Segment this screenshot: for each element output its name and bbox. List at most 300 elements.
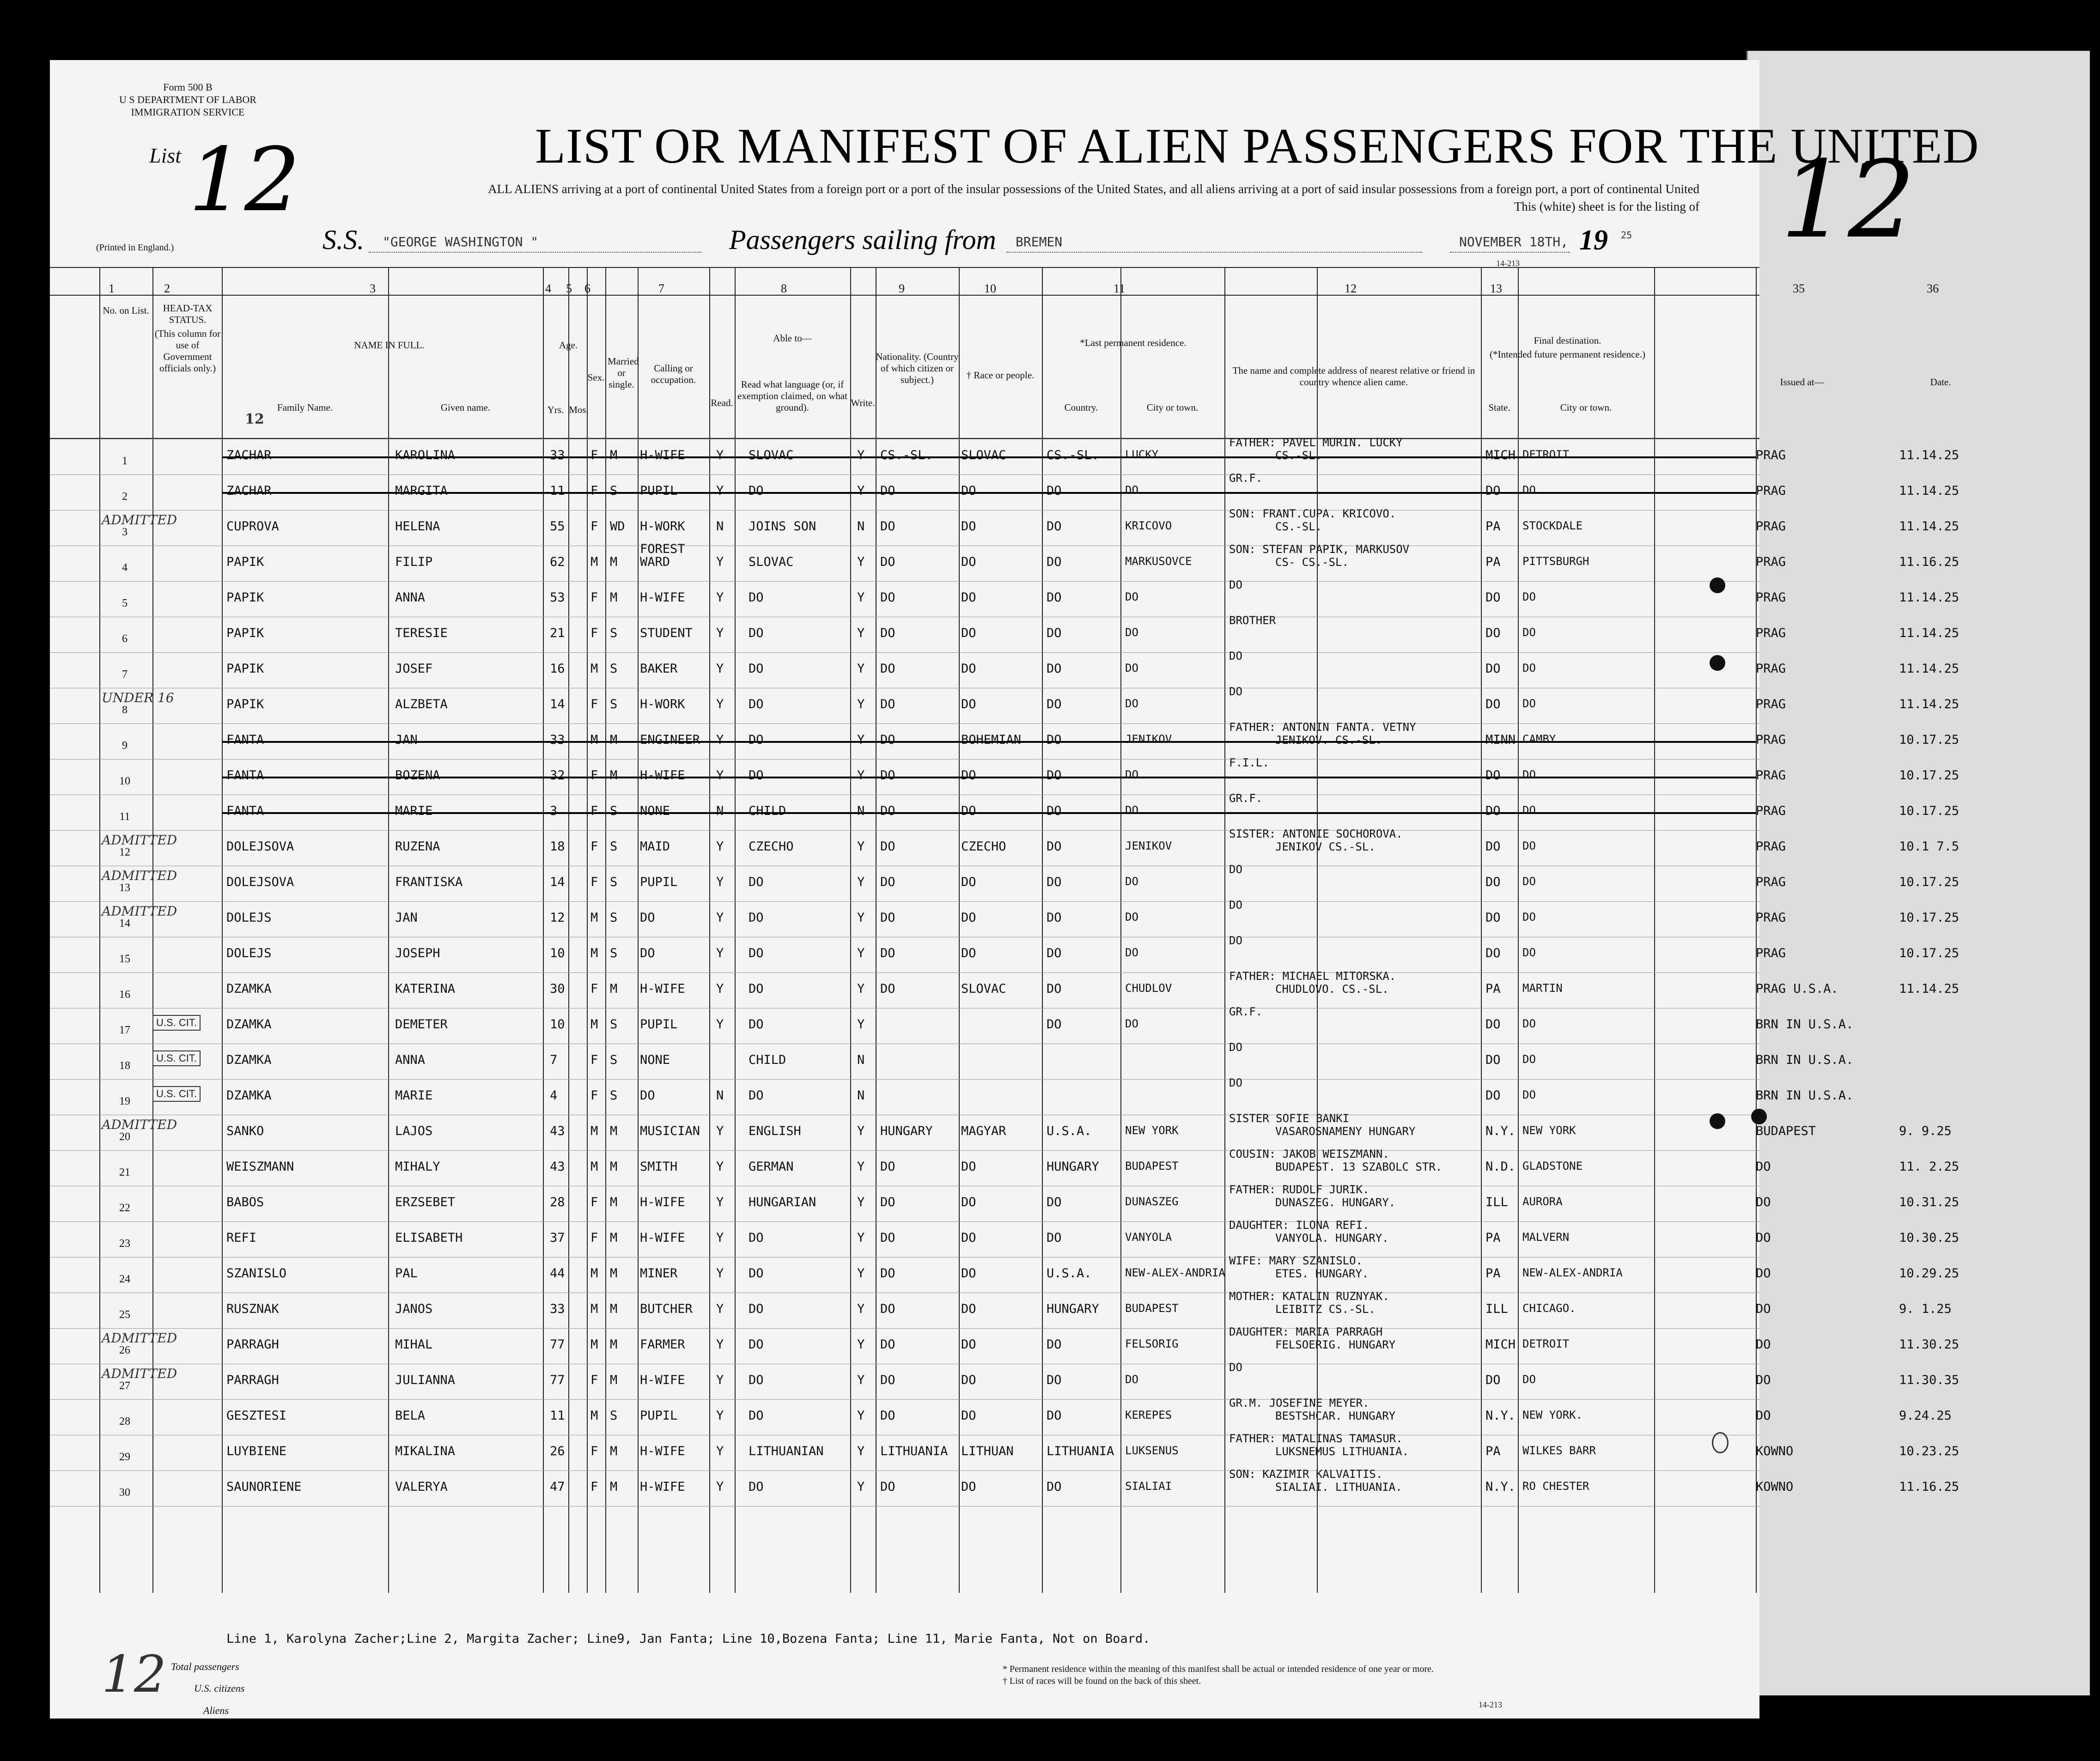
can-read: Y [716,626,724,640]
read-language: DO [749,946,764,960]
residence-country: U.S.A. [1047,1266,1092,1281]
sheet-mark: 12 [245,411,264,427]
row-number: 25 [119,1309,130,1321]
race: DO [961,911,976,925]
us-citizens-label: U.S. citizens [194,1682,245,1694]
marital-status: WD [610,519,625,534]
family-name: PAPIK [226,555,264,569]
form-code-top: 14-213 [1496,259,1520,268]
row-number: 6 [122,633,128,645]
destination-city: DO [1522,662,1536,674]
relative-line-1: GR.F. [1229,472,1263,485]
relative-line-1: DO [1229,578,1242,591]
visa-issued-at: PRAG [1756,590,1786,605]
column-rule [1120,267,1121,1593]
residence-country: LITHUANIA [1047,1444,1114,1458]
visa-issued-at: DO [1756,1337,1771,1352]
can-read: Y [716,982,724,996]
can-write: Y [857,1373,865,1387]
row-number: 10 [119,775,130,787]
sex: M [590,1302,598,1316]
given-name: KATERINA [395,982,456,996]
can-read: Y [716,1337,724,1352]
marital-status: S [610,875,618,889]
given-name: MARIE [395,804,433,818]
header-yrs: Yrs. [547,404,564,415]
family-name: SZANISLO [226,1266,287,1281]
visa-date: 10.23.25 [1899,1444,1960,1458]
row-number: 28 [119,1415,130,1427]
visa-date: 11.14.25 [1899,982,1960,996]
marital-status: S [610,626,618,640]
occupation: PUPIL [640,875,678,889]
residence-city: JENIKOV [1125,839,1172,852]
nationality: DO [880,697,895,711]
given-name: ANNA [395,1053,426,1067]
header-final-note: (*Intended future permanent residence.) [1489,349,1645,360]
race: DO [961,768,976,783]
destination-city: STOCKDALE [1522,519,1583,532]
column-rule [850,267,851,1593]
relative-line-2: JENIKOV CS.-SL. [1275,840,1376,853]
can-write: Y [857,946,865,960]
family-name: ZACHAR [226,448,272,462]
read-language: HUNGARIAN [749,1195,816,1209]
family-name: FANTA [226,733,264,747]
given-name: DEMETER [395,1017,448,1032]
column-rule [1224,267,1225,1593]
row-number: 3 [122,526,128,538]
age-years: 3 [550,804,558,818]
can-write: Y [857,555,865,569]
marital-status: S [610,1088,618,1103]
sex: M [590,1266,598,1281]
ship-name-underline [369,252,701,253]
page-subtitle [290,180,1699,215]
footer-note: Line 1, Karolyna Zacher;Line 2, Margita Zacher; Line9, Jan Fanta; Line 10,Bozena Fanta; Line 11, Marie Fanta, Not on Board. [226,1632,1150,1646]
destination-state: PA [1485,555,1501,569]
footnote-residence: * Permanent residence within the meaning of this manifest shall be actual or intended residence of one year or more. [1003,1664,1434,1674]
family-name: PAPIK [226,697,264,711]
destination-city: DETROIT [1522,448,1570,461]
can-read: Y [716,1409,724,1423]
can-write: Y [857,1480,865,1494]
head-tax-annotation: ADMITTED [102,1117,177,1132]
visa-issued-at: PRAG [1756,448,1786,462]
given-name: JOSEF [395,662,433,676]
row-number: 30 [119,1487,130,1499]
destination-city: MARTIN [1522,982,1563,995]
head-tax-annotation: ADMITTED [102,512,177,528]
column-number-4: 4 [545,282,551,295]
relative-line-2: LEIBITZ CS.-SL. [1275,1303,1376,1316]
relative-line-1: FATHER: MICHAEL MITORSKA. [1229,970,1396,983]
nationality: CS.-SL. [880,448,933,462]
visa-issued-at: PRAG [1756,662,1786,676]
marital-status: M [610,982,618,996]
marital-status: M [610,1195,618,1209]
read-language: SLOVAC [749,448,794,462]
destination-city: DO [1522,697,1536,710]
race: SLOVAC [961,448,1006,462]
column-number-13: 13 [1490,282,1502,295]
relative-line-1: F.I.L. [1229,756,1269,769]
marital-status: S [610,911,618,925]
read-language: DO [749,1231,764,1245]
destination-city: DO [1522,946,1536,959]
occupation: H-WIFE [640,982,685,996]
destination-state: DO [1485,590,1501,605]
column-rule [1518,267,1519,1593]
race: DO [961,1409,976,1423]
destination-state: PA [1485,519,1501,534]
family-name: BABOS [226,1195,264,1209]
residence-city: SIALIAI [1125,1480,1172,1493]
occupation: STUDENT [640,626,693,640]
visa-issued-at: KOWNO [1756,1444,1794,1458]
residence-city: DO [1125,484,1138,497]
given-name: JOSEPH [395,946,440,960]
struck-line [222,777,1756,778]
row-number: 24 [119,1273,130,1285]
row-rule [50,830,1759,831]
row-number: 16 [119,989,130,1001]
family-name: DOLEJS [226,946,272,960]
read-language: DO [749,590,764,605]
family-name: SANKO [226,1124,264,1138]
page-title: LIST OR MANIFEST OF ALIEN PASSENGERS FOR THE UNITED [535,119,1979,174]
occupation: BUTCHER [640,1302,693,1316]
can-read: N [716,1088,724,1103]
relative-line-1: SON: FRANT.CUPA. KRICOVO. [1229,507,1396,520]
us-citizen-stamp: U.S. CIT. [152,1051,201,1066]
family-name: DZAMKA [226,1017,272,1032]
family-name: PAPIK [226,662,264,676]
destination-city: CHICAGO. [1522,1302,1576,1315]
destination-state: ILL [1485,1302,1508,1316]
residence-country: DO [1047,1195,1062,1209]
list-label: List [149,144,182,167]
binder-hole [1751,1109,1767,1124]
occupation: H-WORK [640,519,685,534]
sex: F [590,519,598,534]
header-head-tax: HEAD-TAX STATUS. [163,303,213,325]
destination-city: PITTSBURGH [1522,555,1589,568]
destination-city: DO [1522,626,1536,639]
row-number: 23 [119,1238,130,1250]
occupation: WARD [640,555,670,569]
given-name: MIKALINA [395,1444,456,1458]
occupation: H-WIFE [640,1195,685,1209]
destination-state: DO [1485,1088,1501,1103]
read-language: DO [749,982,764,996]
visa-date: 9.24.25 [1899,1409,1952,1423]
column-number-8: 8 [781,282,787,295]
occupation: H-WIFE [640,448,685,462]
row-number: 7 [122,668,128,680]
subtitle-line-1: ALL ALIENS arriving at a port of continental United States from a foreign port or a port of the insular possessions of the United States, and all aliens arriving at a port of said insular possessions from a foreign port, a port of continental United [488,182,1699,196]
sailing-date: NOVEMBER 18TH, [1459,234,1569,249]
given-name: JAN [395,733,418,747]
nationality: DO [880,626,895,640]
visa-date: 11.14.25 [1899,590,1960,605]
column-rule [222,267,223,1593]
visa-issued-at: PRAG [1756,697,1786,711]
given-name: JANOS [395,1302,433,1316]
marital-status: M [610,1266,618,1281]
can-write: N [857,1053,865,1067]
age-years: 21 [550,626,565,640]
head-tax-annotation: ADMITTED [102,1366,177,1381]
visa-issued-at: BRN IN U.S.A. [1756,1053,1854,1067]
nationality: DO [880,484,895,498]
sex: M [590,555,598,569]
destination-city: DO [1522,875,1536,888]
sex: F [590,590,598,605]
can-write: Y [857,1409,865,1423]
row-number: 9 [122,740,128,752]
destination-city: NEW YORK [1522,1124,1576,1137]
row-rule [50,474,1759,475]
residence-country: HUNGARY [1047,1302,1099,1316]
visa-issued-at: KOWNO [1756,1480,1794,1494]
sex: M [590,733,598,747]
read-language: SLOVAC [749,555,794,569]
can-read: Y [716,911,724,925]
visa-issued-at: PRAG [1756,804,1786,818]
residence-city: VANYOLA [1125,1231,1172,1244]
visa-issued-at: PRAG U.S.A. [1756,982,1838,996]
marital-status: S [610,1053,618,1067]
family-name: DOLEJSOVA [226,839,294,854]
destination-state: DO [1485,484,1501,498]
nationality: DO [880,590,895,605]
marital-status: M [610,1302,618,1316]
row-number: 14 [119,917,130,929]
residence-city: CHUDLOV [1125,982,1172,995]
visa-date: 10.29.25 [1899,1266,1960,1281]
destination-city: WILKES BARR [1522,1444,1596,1457]
relative-line-2: FELSOERIG. HUNGARY [1275,1338,1396,1351]
relative-line-1: GR.F. [1229,1005,1263,1018]
visa-issued-at: DO [1756,1195,1771,1209]
given-name: ANNA [395,590,426,605]
destination-state: N.Y. [1485,1480,1516,1494]
read-language: CHILD [749,804,786,818]
sex: M [590,662,598,676]
footnote-races: † List of races will be found on the back of this sheet. [1003,1676,1201,1686]
read-language: DO [749,911,764,925]
residence-country: DO [1047,733,1062,747]
age-years: 10 [550,1017,565,1032]
ship-line [323,224,1662,266]
visa-issued-at: DO [1756,1409,1771,1423]
residence-country: CS.-SL. [1047,448,1099,462]
column-rule [99,267,100,1593]
family-name: DZAMKA [226,1088,272,1103]
race: DO [961,1266,976,1281]
can-read: Y [716,1444,724,1458]
row-number: 18 [119,1060,130,1072]
destination-state: PA [1485,1444,1501,1458]
marital-status: S [610,839,618,854]
visa-issued-at: PRAG [1756,911,1786,925]
nationality: DO [880,768,895,783]
residence-country: DO [1047,804,1062,818]
age-years: 10 [550,946,565,960]
can-read: Y [716,839,724,854]
read-language: DO [749,768,764,783]
given-name: HELENA [395,519,440,534]
binder-hole [1710,577,1725,593]
can-read: N [716,804,724,818]
header-issued-at: Issued at— [1780,376,1824,388]
row-number: 20 [119,1131,130,1143]
residence-city: DO [1125,804,1138,817]
residence-city: KRICOVO [1125,519,1172,532]
can-write: Y [857,982,865,996]
race: DO [961,590,976,605]
can-read: Y [716,484,724,498]
age-years: 43 [550,1160,565,1174]
head-tax-annotation: ADMITTED [102,832,177,848]
struck-line [222,492,1756,494]
row-number: 19 [119,1095,130,1107]
list-number: 12 [189,129,300,231]
can-read: N [716,519,724,534]
can-write: Y [857,448,865,462]
sex: F [590,1444,598,1458]
header-state: State. [1488,402,1510,413]
relative-line-2: BESTSHCAR. HUNGARY [1275,1409,1396,1422]
nationality: DO [880,1302,895,1316]
age-years: 33 [550,448,565,462]
column-rule [605,267,606,1593]
residence-city: NEW-ALEX-ANDRIA [1125,1266,1225,1279]
relative-line-2: CS.-SL. [1275,449,1322,462]
column-number-2: 2 [164,282,170,295]
adjacent-sheet-list-number: 12 [1780,139,1916,262]
row-number: 2 [122,491,128,503]
relative-line-1: FATHER: RUDOLF JURIK. [1229,1183,1370,1196]
age-years: 77 [550,1337,565,1352]
relative-line-1: SON: STEFAN PAPIK, MARKUSOV [1229,543,1410,556]
destination-city: NEW YORK. [1522,1409,1583,1421]
row-number: 5 [122,597,128,609]
given-name: MIHALY [395,1160,440,1174]
occupation: DO [640,1088,655,1103]
marital-status: M [610,1373,618,1387]
sex: F [590,768,598,783]
read-language: DO [749,733,764,747]
occupation: PUPIL [640,1409,678,1423]
family-name: GESZTESI [226,1409,287,1423]
given-name: BELA [395,1409,426,1423]
destination-state: DO [1485,662,1501,676]
header-sex: Sex. [587,372,605,383]
sex: F [590,875,598,889]
relative-line-2: VASAROSNAMENY HUNGARY [1275,1125,1416,1138]
residence-city: LUKSENUS [1125,1444,1179,1457]
sex: M [590,1124,598,1138]
age-years: 47 [550,1480,565,1494]
column-number-3: 3 [370,282,376,295]
destination-state: PA [1485,1266,1501,1281]
visa-issued-at: DO [1756,1231,1771,1245]
head-tax-annotation: ADMITTED [102,1330,177,1346]
can-read: Y [716,1124,724,1138]
can-read: Y [716,1480,724,1494]
marital-status: M [610,555,618,569]
destination-state: DO [1485,1053,1501,1067]
marital-status: M [610,590,618,605]
binder-hole [1710,655,1725,671]
column-rule [1654,267,1655,1593]
occupation: H-WIFE [640,1373,685,1387]
destination-city: DO [1522,1373,1536,1386]
department: U S DEPARTMENT OF LABOR [119,94,256,105]
aliens-label: Aliens [203,1705,229,1716]
can-write: Y [857,1017,865,1032]
nationality: DO [880,1231,895,1245]
visa-date: 11.14.25 [1899,697,1960,711]
relative-line-2: LUKSNEMUS LITHUANIA. [1275,1445,1409,1458]
visa-issued-at: BRN IN U.S.A. [1756,1017,1854,1032]
can-read: Y [716,768,724,783]
given-name: JAN [395,911,418,925]
row-number: 1 [122,455,128,467]
nationality: DO [880,733,895,747]
read-language: DO [749,1017,764,1032]
age-years: 30 [550,982,565,996]
given-name: VALERYA [395,1480,448,1494]
residence-city: FELSORIG [1125,1337,1179,1350]
family-name: LUYBIENE [226,1444,287,1458]
age-years: 18 [550,839,565,854]
row-number: 4 [122,562,128,574]
destination-state: PA [1485,1231,1501,1245]
residence-country: DO [1047,768,1062,783]
visa-date: 9. 1.25 [1899,1302,1952,1316]
read-language: DO [749,697,764,711]
margin-mark: 12 [102,1645,166,1704]
occupation: DO [640,911,655,925]
relative-line-1: FATHER: MATALINAS TAMASUR. [1229,1432,1403,1445]
family-name: RUSZNAK [226,1302,279,1316]
form-code-bottom: 14-213 [1479,1700,1502,1709]
race: BOHEMIAN [961,733,1022,747]
destination-state: DO [1485,804,1501,818]
given-name: BOZENA [395,768,440,783]
can-read: Y [716,1017,724,1032]
read-language: JOINS SON [749,519,816,534]
row-rule [50,723,1759,724]
relative-line-1: MOTHER: KATALIN RUZNYAK. [1229,1290,1389,1303]
race: DO [961,484,976,498]
family-name: DOLEJSOVA [226,875,294,889]
header-head-tax-note: (This column for use of Government officials only.) [154,328,221,374]
given-name: JULIANNA [395,1373,456,1387]
can-read: Y [716,875,724,889]
residence-country: DO [1047,982,1062,996]
nationality: DO [880,1409,895,1423]
visa-issued-at: PRAG [1756,733,1786,747]
visa-date: 11.14.25 [1899,448,1960,462]
race: DO [961,1160,976,1174]
given-name: ERZSEBET [395,1195,456,1209]
us-citizen-stamp: U.S. CIT. [152,1015,201,1031]
can-read: Y [716,697,724,711]
